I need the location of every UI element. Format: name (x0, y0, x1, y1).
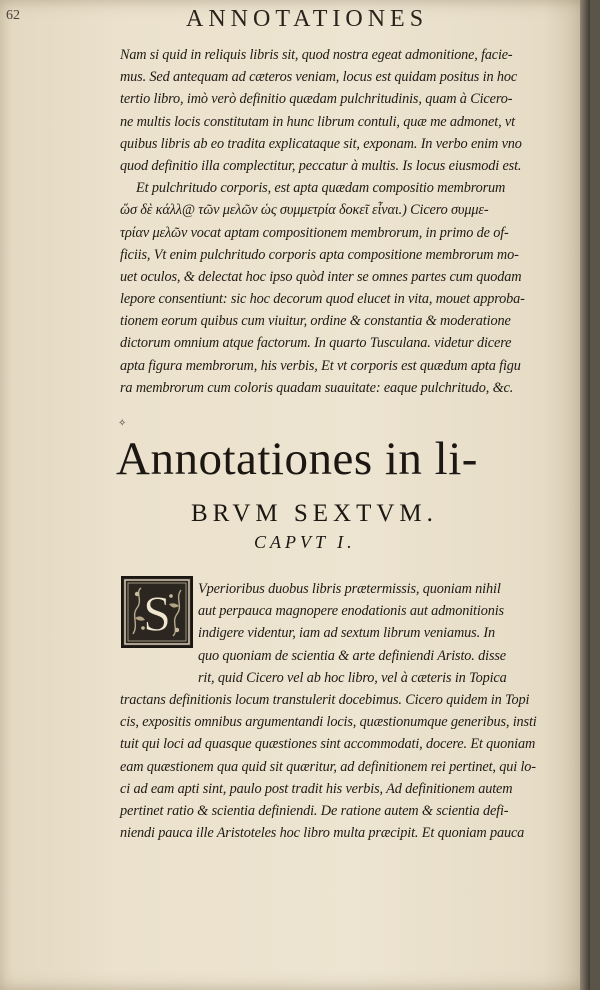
text-line: tuit qui loci ad quasque quæstiones sint accommodati, docere. Et quoniam (120, 736, 536, 753)
running-head: ANNOTATIONES (186, 6, 429, 32)
top-paragraph (120, 44, 560, 399)
text-line: ne multis locis constitutam in hunc librum contuli, quæ me admonet, vt (120, 113, 515, 130)
text-line: indigere videntur, iam ad sextum librum veniamus. In (198, 625, 496, 642)
chapter-heading: CAPVT I. (254, 532, 356, 552)
folio-number: 62 (6, 8, 20, 23)
text-line: lepore consentiunt: sic hoc decorum quod elucet in vita, mouet approba- (120, 291, 525, 308)
text-line: Vperioribus duobus libris prætermissis, quoniam nihil (198, 581, 501, 597)
text-line: eam quæstionem qua quid sit quæritur, ad definitionem rei pertinet, qui lo- (120, 758, 536, 775)
text-line: tertio libro, imò verò definitio quædam pulchritudinis, quam à Cicero- (120, 91, 513, 108)
text-line: ci ad eam apti sint, paulo post tradit his verbis, Ad definitionem autem (120, 780, 513, 797)
body-paragraph (120, 578, 560, 844)
text-line: quo quoniam de scientia & arte definiendi Aristo. disse (198, 647, 506, 664)
text-line: niendi pauca ille Aristoteles hoc libro multa præcipit. Et quoniam pauca (120, 825, 525, 842)
text-line: ra membrorum cum coloris quadam suauitate: eaque pulchritudo, &c. (120, 379, 514, 396)
text-line: mus. Sed antequam ad cæteros veniam, locus est quidam positus in hoc (120, 69, 518, 86)
text-line: tionem eorum quibus cum viuitur, ordine & constantia & moderatione (120, 313, 511, 330)
page-edge (580, 0, 590, 990)
section-title: Annotationes in li- (116, 433, 478, 485)
text-line: aut perpauca magnopere enodationis aut admonitionis (198, 603, 504, 620)
text-line: Nam si quid in reliquis libris sit, quod nostra egeat admonitione, facie- (120, 47, 513, 63)
text-line: ficiis, Vt enim pulchritudo corporis apta compositione membrorum mo- (120, 246, 519, 263)
text-line: apta figura membrorum, his verbis, Et vt corporis est quædum apta figu (120, 357, 521, 374)
text-line: dictorum omnium atque factorum. In quarto Tusculana. videtur dicere (120, 335, 512, 352)
ornament-mark: ✧ (118, 418, 127, 429)
greek-line: ὥσ δὲ κάλλ@ τῶν μελῶν ὡς συμμετρία δοκεῖ εἶναι.) Cicero συμμε- (120, 202, 489, 219)
text-line: cis, expositis omnibus argumentandi locis, quæstionumque generibus, insti (120, 714, 537, 731)
greek-line: τρίαν μελῶν vocat aptam compositionem membrorum, in primo de of- (120, 224, 509, 241)
text-line: uet oculos, & delectat hoc ipso quòd inter se omnes partes cum quodam (120, 268, 522, 285)
drop-cap-letter: S (143, 585, 171, 641)
text-line: tractans definitionis locum transtulerit docebimus. Cicero quidem in Topi (120, 691, 530, 708)
text-line: Et pulchritudo corporis, est apta quædam compositio membrorum (136, 180, 506, 197)
text-line: rit, quid Cicero vel ab hoc libro, vel à cæteris in Topica (198, 669, 507, 686)
section-subtitle: BRVM SEXTVM. (191, 500, 438, 527)
text-line: quibus libris ab eo tradita explicataque sit, exponam. In verbo enim vno (120, 135, 522, 152)
text-line: quod definitio illa complectitur, peccatur à multis. Is locus eiusmodi est. (120, 157, 522, 174)
text-line: pertinet ratio & scientia definiendi. De ratione autem & scientia defi- (120, 802, 509, 819)
